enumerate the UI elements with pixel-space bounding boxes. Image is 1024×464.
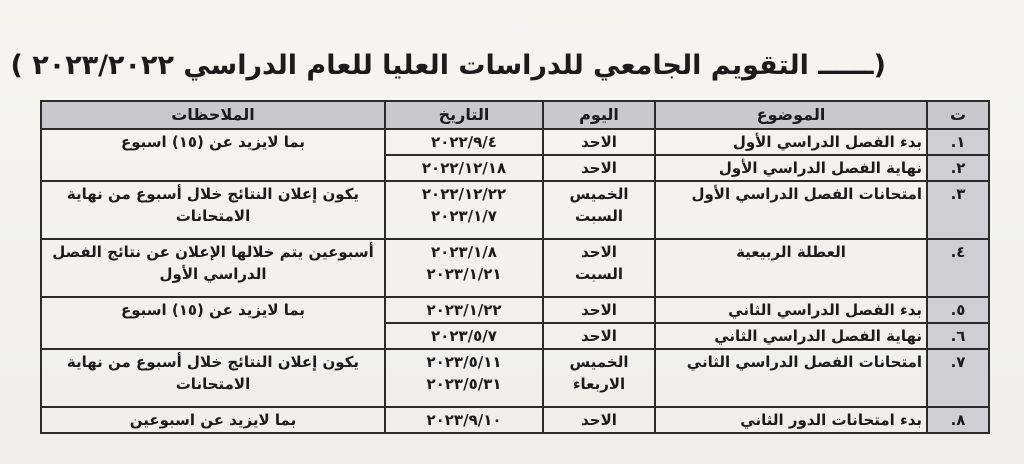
row-subject: بدء الفصل الدراسي الثاني xyxy=(655,297,927,323)
row-date: ٢٠٢٣/٩/١٠ xyxy=(385,407,543,433)
row-num: ٧. xyxy=(927,349,989,407)
row-day xyxy=(543,239,655,297)
row-date-end: ٢٠٢٣/٥/٣١ xyxy=(426,375,502,393)
row-date-end: ٢٠٢٣/١/٢١ xyxy=(426,265,502,283)
row-subject: بدء الفصل الدراسي الأول xyxy=(655,129,927,155)
row-day: الاحد xyxy=(543,155,655,181)
header-row xyxy=(41,101,989,129)
row-day-end: السبت xyxy=(574,265,624,283)
row-day: الاحد xyxy=(543,407,655,433)
row-num: ١. xyxy=(927,129,989,155)
row-date-start: ٢٠٢٣/٥/١١ xyxy=(426,353,502,371)
calendar-table xyxy=(40,100,990,434)
row-num: ٣. xyxy=(927,181,989,239)
row-date: ٢٠٢٣/٥/٧ xyxy=(385,323,543,349)
row-num: ٥. xyxy=(927,297,989,323)
row-subject: نهاية الفصل الدراسي الثاني xyxy=(655,323,927,349)
row-date xyxy=(385,349,543,407)
row-day-start: الخميس xyxy=(569,353,629,371)
row-date-start: ٢٠٢٢/١٢/٢٢ xyxy=(421,185,507,203)
row-date-start: ٢٠٢٣/١/٨ xyxy=(431,243,497,261)
row-num: ٢. xyxy=(927,155,989,181)
row-num: ٤. xyxy=(927,239,989,297)
row-day-end: الاربعاء xyxy=(572,375,626,393)
page-title: (ــــــ التقويم الجامعي للدراسات العليا للعام الدراسي ٢٠٢٣/٢٠٢٢ ) xyxy=(10,50,886,81)
row-day: الاحد xyxy=(543,129,655,155)
row-notes: يكون إعلان النتائج خلال أسبوع من نهاية الامتحانات xyxy=(41,349,385,407)
row-subject: العطلة الربيعية xyxy=(655,239,927,297)
row-subject: امتحانات الفصل الدراسي الأول xyxy=(655,181,927,239)
row-day-start: الخميس xyxy=(569,185,629,203)
row-notes: بما لايزيد عن اسبوعين xyxy=(41,407,385,433)
header-num: ت xyxy=(927,101,989,129)
row-date xyxy=(385,181,543,239)
row-num: ٦. xyxy=(927,323,989,349)
header-date: التاريخ xyxy=(385,101,543,129)
row-subject: نهاية الفصل الدراسي الأول xyxy=(655,155,927,181)
row-subject: بدء امتحانات الدور الثاني xyxy=(655,407,927,433)
table-row xyxy=(41,181,989,239)
table-row xyxy=(41,349,989,407)
row-subject: امتحانات الفصل الدراسي الثاني xyxy=(655,349,927,407)
table-row xyxy=(41,297,989,323)
row-day-start: الاحد xyxy=(581,243,617,261)
row-day xyxy=(543,349,655,407)
row-notes: بما لايزيد عن (١٥) اسبوع xyxy=(41,297,385,349)
row-date: ٢٠٢٢/١٢/١٨ xyxy=(385,155,543,181)
row-notes: يكون إعلان النتائج خلال أسبوع من نهاية الامتحانات xyxy=(41,181,385,239)
table-row xyxy=(41,407,989,433)
row-day xyxy=(543,181,655,239)
row-day-end: السبت xyxy=(574,207,624,225)
header-subject: الموضوع xyxy=(655,101,927,129)
table-row xyxy=(41,239,989,297)
header-notes: الملاحظات xyxy=(41,101,385,129)
header-day: اليوم xyxy=(543,101,655,129)
row-date xyxy=(385,239,543,297)
row-notes: أسبوعين يتم خلالها الإعلان عن نتائج الفصل الدراسي الأول xyxy=(41,239,385,297)
row-date: ٢٠٢٣/١/٢٢ xyxy=(385,297,543,323)
row-day: الاحد xyxy=(543,323,655,349)
row-num: ٨. xyxy=(927,407,989,433)
row-date: ٢٠٢٢/٩/٤ xyxy=(385,129,543,155)
row-day: الاحد xyxy=(543,297,655,323)
table-row xyxy=(41,129,989,155)
row-date-end: ٢٠٢٣/١/٧ xyxy=(431,207,497,225)
row-notes: بما لايزيد عن (١٥) اسبوع xyxy=(41,129,385,181)
